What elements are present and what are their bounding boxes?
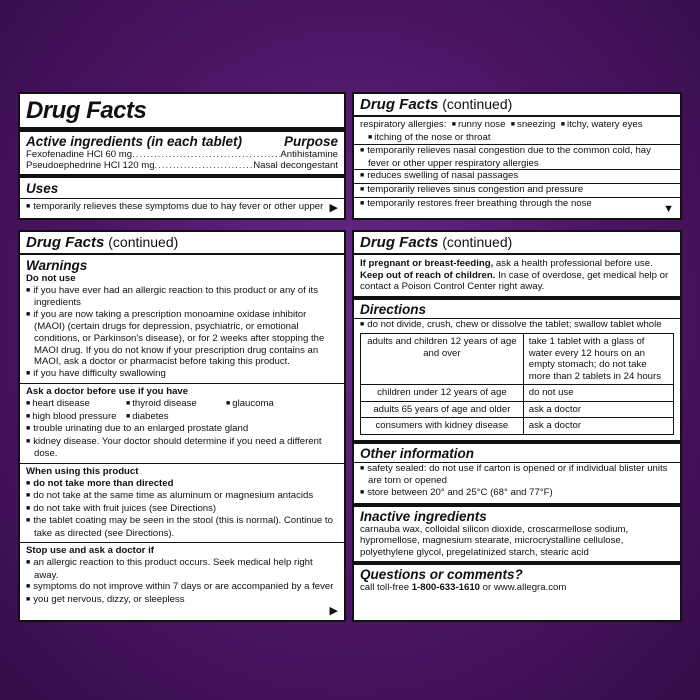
conditions-row: ■ high blood pressure ■ diabetes: [20, 411, 344, 424]
stop-bullet: ■ you get nervous, dizzy, or sleepless: [20, 594, 344, 607]
continue-arrow-down-icon: ▼: [663, 203, 674, 215]
symptoms-line: respiratory allergies: ■ runny nose ■ sneezing ■ itchy, watery eyes: [354, 117, 680, 132]
other-bullet: ■ store between 20° and 25°C (68° and 77°F): [354, 487, 680, 500]
ask-doctor-heading: Ask a doctor before use if you have: [26, 386, 189, 398]
pregnancy-warning: If pregnant or breast-feeding, ask a health professional before use.: [360, 258, 653, 269]
questions-heading: Questions or comments?: [360, 567, 523, 583]
when-bullet: ■ the tablet coating may be seen in the stool (this is normal). Continue to take as directed (see Directions).: [20, 515, 344, 539]
inactive-ingredients-heading: Inactive ingredients: [360, 508, 487, 524]
use-bullet: ■ temporarily restores freer breathing through the nose: [354, 197, 680, 211]
directions-table: [360, 333, 674, 435]
stop-bullet: ■ an allergic reaction to this product occurs. Seek medical help right away.: [20, 557, 344, 581]
table-row: adults 65 years of age and older ask a doctor: [361, 401, 674, 418]
stop-bullet: ■ symptoms do not improve within 7 days or are accompanied by a fever: [20, 581, 344, 594]
stop-use-heading: Stop use and ask a doctor if: [26, 545, 154, 557]
drug-facts-panel-4: [352, 230, 682, 622]
other-information-heading: Other information: [360, 445, 474, 461]
ask-bullet: ■ kidney disease. Your doctor should determine if you need a different dose.: [20, 436, 344, 460]
warning-bullet: ■ if you are now taking a prescription monoamine oxidase inhibitor (MAOI) (certain drugs for depression, psychiatric, or emotional conditions, or Parkinson's disease), or for 2 weeks after stopping the MAOI drug. If you do not know if your prescription drug contains an MAOI, ask a doctor or pharmacist before taking this product.: [20, 309, 344, 368]
ingredient-row: Fexofenadine HCl 60 mg ..... Antihistamine: [20, 149, 344, 160]
ask-bullet: ■ trouble urinating due to an enlarged prostate gland: [20, 423, 344, 436]
website-text: or www.allegra.com: [480, 582, 567, 594]
when-bullet: ■ do not take at the same time as aluminum or magnesium antacids: [20, 490, 344, 503]
purpose-heading: Purpose: [283, 134, 338, 149]
phone-number: 1-800-633-1610: [411, 582, 480, 594]
symptom-itching: ■ itching of the nose or throat: [368, 132, 491, 143]
do-not-use-heading: Do not use: [26, 273, 76, 284]
warnings-heading: Warnings: [26, 258, 88, 273]
inactive-ingredients-text: carnauba wax, colloidal silicon dioxide, croscarmellose sodium, hypromellose, magnesium stearate, microcrystalline cellulose, polyethylene glycol, pregelatinized starch, stearic acid: [360, 523, 629, 558]
drug-facts-continued-title: Drug Facts (continued): [20, 232, 344, 255]
warning-bullet: ■ if you have ever had an allergic reaction to this product or any of its ingredients: [20, 285, 344, 309]
uses-heading: Uses: [26, 181, 59, 196]
directions-bullet: ■ do not divide, crush, chew or dissolve the tablet; swallow tablet whole: [354, 319, 680, 332]
use-bullet: ■ temporarily relieves nasal congestion due to the common cold, hay fever or other upper respiratory allergies: [354, 144, 680, 169]
continue-arrow-icon: ▶: [329, 202, 338, 214]
other-bullet: ■ safety sealed: do not use if carton is opened or if individual blister units are torn or opened: [354, 463, 680, 487]
contact-line: call toll-free 1-800-633-1610 or www.allegra.com: [360, 582, 567, 594]
table-row: children under 12 years of age do not use: [361, 385, 674, 402]
drug-facts-continued-title: Drug Facts (continued): [354, 232, 680, 255]
use-bullet: ■ temporarily relieves sinus congestion and pressure: [354, 183, 680, 197]
when-bullet: ■ do not take with fruit juices (see Directions): [20, 503, 344, 516]
drug-facts-title: Drug Facts: [20, 94, 344, 132]
directions-heading: Directions: [360, 301, 427, 317]
conditions-row: ■ heart disease ■ thyroid disease ■ glaucoma: [20, 398, 344, 411]
when-bullet: ■ do not take more than directed: [20, 478, 344, 491]
keep-out-of-reach: Keep out of reach of children. In case of overdose, get medical help or contact a Poison Control Center right away.: [360, 269, 669, 293]
active-ingredients-heading: Active ingredients (in each tablet) Purpose: [26, 134, 338, 149]
drug-facts-panel-1: [18, 92, 346, 220]
drug-facts-panel-3: [18, 230, 346, 622]
drug-facts-panel-2: [352, 92, 682, 220]
table-row: consumers with kidney disease ask a doctor: [361, 418, 674, 435]
drug-facts-continued-title: Drug Facts (continued): [354, 94, 680, 117]
warning-bullet: ■ if you have difficulty swallowing: [20, 368, 344, 381]
table-row: adults and children 12 years of age and over take 1 tablet with a glass of water every 12 hours on an empty stomach; do not take more than 2 tablets in 24 hours: [361, 334, 674, 385]
use-bullet: ■ reduces swelling of nasal passages: [354, 169, 680, 183]
when-using-heading: When using this product: [26, 465, 139, 477]
uses-text: ■ temporarily relieves these symptoms due to hay fever or other upper: [20, 201, 344, 214]
ingredient-row: Pseudoephedrine HCl 120 mg ..... Nasal decongestant: [20, 160, 344, 171]
continue-arrow-icon: ▶: [329, 605, 338, 617]
